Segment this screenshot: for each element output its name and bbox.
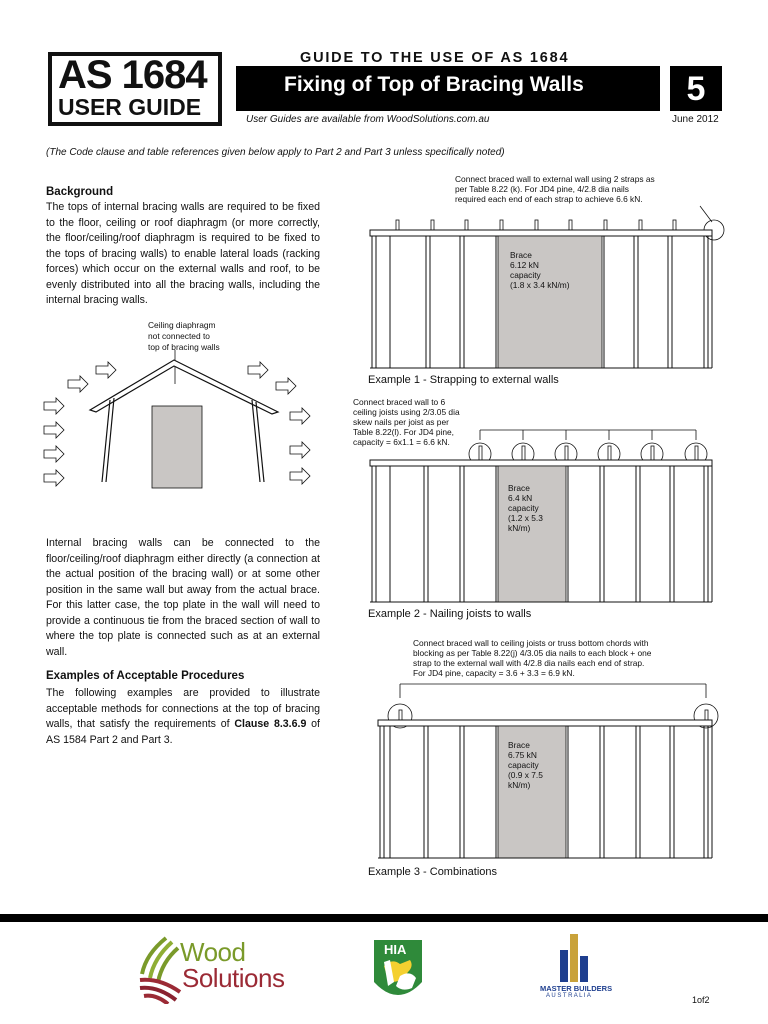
example1-caption: Example 1 - Strapping to external walls — [368, 374, 559, 386]
ex3-brace-5: kN/m) — [508, 780, 531, 790]
internal-bracing-text: Internal bracing walls can be connected to the floor/ceiling/roof diaphragm either directly (a connection at the actual position of the bracing wall) or at some other position in the same wall but away from the actual brace. For this latter case, the top plate in the wall will need to provide a continuous tie from the braced section of wall to where the top plate is connected such as at an external wall. — [46, 537, 320, 658]
logo-line-1: AS 1684 — [58, 53, 207, 97]
ex3-note-3: strap to the external wall with 4/2.8 dia nails each end of strap. — [413, 658, 645, 668]
background-text: The tops of internal bracing walls are required to be fixed to the floor, ceiling or roof diaphragm (or more correctly, the floor/ceiling/roof diaphragm is required to be fixed to the tops of bracing walls) to enable lateral loads (racking forces) which occur on the external walls and roof, to be evenly distributed into all the bracing walls, including the internal bracing walls. — [46, 201, 320, 306]
clause-reference: Clause 8.3.6.9 — [234, 718, 307, 730]
ex1-brace-3: capacity — [510, 270, 541, 280]
guide-number: 5 — [670, 66, 722, 111]
australia-text: A U S T R A L I A — [546, 993, 591, 999]
example3-wall-diagram — [360, 676, 730, 862]
guide-heading: GUIDE TO THE USE OF AS 1684 — [300, 50, 570, 66]
solutions-logo-text: Solutions — [182, 963, 285, 993]
examples-text-start: The following examples are provided to illustrate acceptable methods for connections at the top of bracing walls, that satisfy the requirements of — [46, 687, 320, 730]
footer-bar — [0, 914, 768, 922]
examples-heading: Examples of Acceptable Procedures — [46, 670, 245, 682]
logo-line-2: USER GUIDE — [58, 94, 202, 120]
ex2-brace-4: (1.2 x 5.3 — [508, 513, 543, 523]
ex2-note-4: Table 8.22(l). For JD4 pine, — [353, 427, 455, 437]
diaphragm-label-2: not connected to — [148, 331, 210, 341]
ex2-brace-2: 6.4 kN — [508, 493, 533, 503]
publish-date: June 2012 — [672, 114, 719, 125]
availability-note: User Guides are available from WoodSolutions.com.au — [246, 114, 490, 125]
diaphragm-label-3: top of bracing walls — [148, 342, 220, 352]
ex3-note-1: Connect braced wall to ceiling joists or truss bottom chords with — [413, 638, 649, 648]
example2-wall-diagram — [360, 426, 730, 606]
master-builders-text: MASTER BUILDERS — [540, 984, 613, 993]
wood-solutions-leaf-icon — [136, 934, 186, 1004]
house-diagram — [40, 350, 330, 500]
page-number: 1of2 — [692, 995, 710, 1005]
ex3-note-4: For JD4 pine, capacity = 3.6 + 3.3 = 6.9 kN. — [413, 668, 575, 678]
ex2-note-1: Connect braced wall to 6 — [353, 397, 446, 407]
code-reference-note: (The Code clause and table references given below apply to Part 2 and Part 3 unless specifically noted) — [46, 147, 505, 158]
ex3-brace-2: 6.75 kN — [508, 750, 537, 760]
background-heading: Background — [46, 186, 114, 198]
ex1-brace-2: 6.12 kN — [510, 260, 539, 270]
ex3-brace-1: Brace — [508, 740, 530, 750]
ex1-note-3: required each end of each strap to achieve 6.6 kN. — [455, 194, 643, 204]
ex3-note-2: blocking as per Table 8.22(j) 4/3.05 dia nails to each block + one — [413, 648, 652, 658]
ex1-note-1: Connect braced wall to external wall using 2 straps as — [455, 174, 655, 184]
ex2-note-5: capacity = 6x1.1 = 6.6 kN. — [353, 437, 450, 447]
examples-text — [46, 686, 320, 748]
ex2-brace-3: capacity — [508, 503, 539, 513]
ex2-note-3: skew nails per joist as per — [353, 417, 449, 427]
ex3-brace-4: (0.9 x 7.5 — [508, 770, 543, 780]
ex3-brace-3: capacity — [508, 760, 539, 770]
ex2-note-2: ceiling joists using 2/3.05 dia — [353, 407, 460, 417]
master-builders-icon — [556, 932, 596, 984]
example3-caption: Example 3 - Combinations — [368, 866, 498, 878]
ex1-brace-4: (1.8 x 3.4 kN/m) — [510, 280, 570, 290]
ex2-brace-1: Brace — [508, 483, 530, 493]
ex1-note-2: per Table 8.22 (k). For JD4 pine, 4/2.8 dia nails — [455, 184, 629, 194]
diaphragm-label-1: Ceiling diaphragm — [148, 320, 216, 330]
hia-text: HIA — [384, 942, 407, 957]
example2-caption: Example 2 - Nailing joists to walls — [368, 608, 532, 620]
page-title: Fixing of Top of Bracing Walls — [284, 73, 584, 96]
ex2-brace-5: kN/m) — [508, 523, 531, 533]
ex1-brace-1: Brace — [510, 250, 532, 260]
wood-logo-text: Wood — [180, 937, 246, 967]
examples-text-end: of AS 1584 Part 2 and Part 3. — [46, 718, 320, 746]
